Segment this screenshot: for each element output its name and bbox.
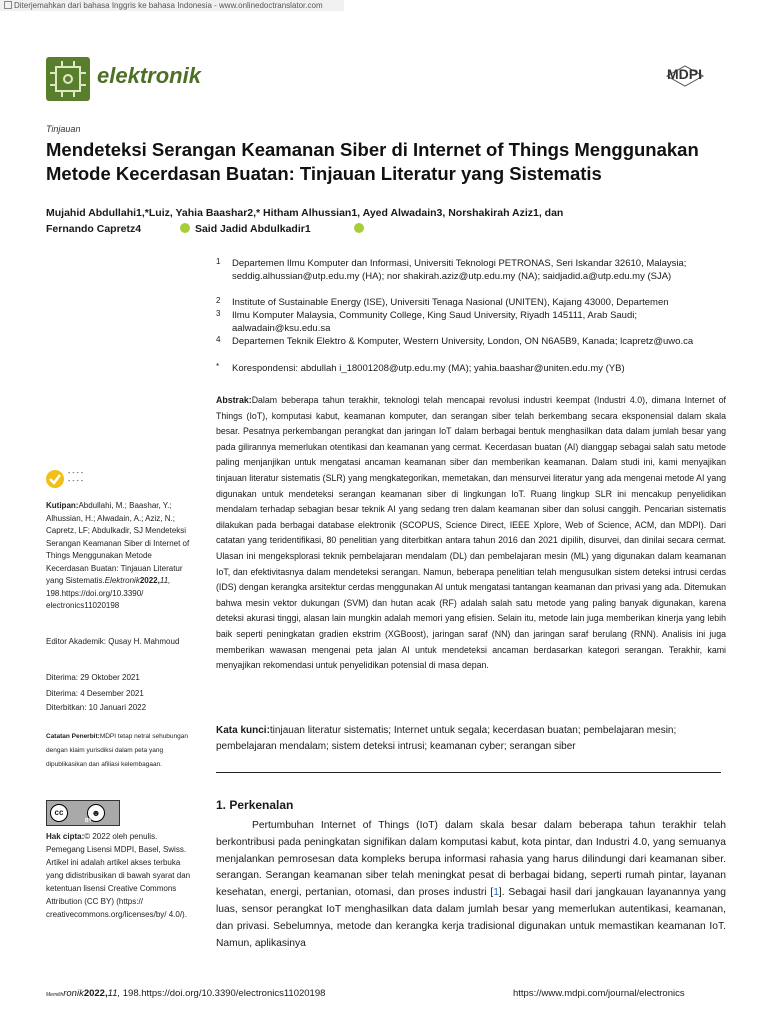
- authors-line-2: [46, 222, 736, 238]
- divider: [216, 772, 721, 773]
- intro-text-2: ]. Sebagai hasil dari jangkauan layanannya yang luas, sensor perangkat IoT menghasilkan data dalam jumlah besar yang memerlukan autentikasi, keamanan, dan privasi. Sebelumnya, metode dan kerangka kerja tradisional digunakan untuk memastikan keamanan IoT. Namun, aplikasinya: [216, 887, 726, 949]
- journal-logo: [46, 57, 90, 101]
- authors-line-1: Mujahid Abdullahi1,*Luiz, Yahia Baashar2,* Hitham Alhussian1, Ayed Alwadain3, Norshakirah Aziz1, dan: [46, 207, 564, 219]
- page-title: Mendeteksi Serangan Keamanan Siber di Internet of Things Menggunakan Metode Kecerdasan Buatan: Tinjauan Literatur yang Sistematis: [46, 139, 699, 184]
- check-for-updates-icon[interactable]: [46, 470, 64, 488]
- author-abdulkadir: Said Jadid Abdulkadir1: [194, 222, 311, 235]
- academic-editor: Editor Akademik: Qusay H. Mahmoud: [46, 637, 180, 646]
- keywords-text: tinjauan literatur sistematis; Internet untuk segala; kecerdasan buatan; pembelajaran mesin; pembelajaran mendalam; sistem deteksi intrusi; keamanan cyber; serangan siber: [216, 725, 677, 752]
- received-date: Diterima: 29 Oktober 2021: [46, 673, 140, 682]
- document-icon: [4, 1, 12, 9]
- publisher-logo: [667, 66, 702, 82]
- footer-journal-url[interactable]: https://www.mdpi.com/journal/electronics: [513, 988, 685, 999]
- cc-icon: cc: [50, 804, 68, 822]
- intro-text-1: Pertumbuhan Internet of Things (IoT) dalam skala besar dalam beberapa tahun terakhir telah berkontribusi pada peningkatan signifikan dalam komputasi kabut, kota pintar, dan Industri 4.0, yang semuanya menjalankan pemrosesan data kompleks berupa informasi rahasia yang harus dilindungi dari keamanan siber. serangan. Serangan keamanan siber telah meningkat pesat di berbagai bidang, seperti rumah pintar, layanan kesehatan, energi, pertanian, otomasi, dan proses industri [: [216, 820, 726, 899]
- section-heading: 1. Perkenalan: [216, 798, 294, 812]
- orcid-icon[interactable]: [180, 223, 190, 233]
- attribution-person-icon: ☻: [87, 804, 105, 822]
- abstract: [216, 393, 726, 674]
- affiliation-3: 3 Ilmu Komputer Malaysia, Community College, King Saud University, Riyadh 145111, Arab Saudi; aalwadain@ksu.edu.sa: [216, 309, 638, 334]
- banner-text: Diterjemahkan dari bahasa Inggris ke bahasa Indonesia - www.onlinedoctranslator.com: [14, 1, 323, 10]
- circuit-icon: [46, 57, 90, 101]
- by-label: BY: [85, 818, 92, 824]
- abstract-label: Abstrak:: [216, 395, 252, 405]
- footer-citation: Memilihronik2022,11, 198.https://doi.org/10.3390/electronics11020198: [46, 988, 326, 999]
- author-list: [46, 206, 736, 237]
- article-type: Tinjauan: [46, 124, 81, 134]
- keywords-label: Kata kunci:: [216, 725, 270, 736]
- keywords: [216, 723, 726, 755]
- affiliation-4: 4 Departemen Teknik Elektro & Komputer, Western University, London, ON N6A5B9, Kanada; lcapretz@uwo.ca: [216, 335, 694, 347]
- publisher-note: Catatan Penerbit:MDPI tetap netral sehubungan dengan klaim yurisdiksi dalam peta yang dipublikasikan dan afiliasi kelembagaan.: [46, 733, 188, 768]
- reference-link[interactable]: 1: [493, 887, 499, 899]
- abstract-text: Dalam beberapa tahun terakhir, teknologi telah mencapai revolusi industri keempat (Industri 4.0), dimana Internet of Things (IoT), komputasi kabut, keamanan komputer, dan serangan siber telah berkembang secara eksponensial dalam skala besar. Pesatnya perkembangan perangkat dan jaringan IoT dalam berbagai bentuk menghasilkan data dalam jumlah besar yang pada gilirannya memerlukan otentikasi dan keamanan yang cermat. Kecerdasan buatan (AI) dianggap sebagai salah satu metode paling menjanjikan untuk mengatasi ancaman keamanan siber dan memberikan keamanan. Dalam studi ini, kami menyajikan tinjauan literatur sistematis (SLR) yang mengkategorikan, memetakan, dan mensurvei literatur yang ada mengenai metode AI yang digunakan untuk mendeteksi serangan keamanan siber di lingkungan IoT. Ruang lingkup SLR ini mencakup penyelidikan mendalam terhadap sebagian besar teknik AI yang sedang tren dalam keamanan siber dan solusi canggih. Pencarian sistematis dilakukan pada berbagai database elektronik (SCOPUS, Science Direct, IEEE Xplore, Web of Science, ACM, dan MDPI). Dari catatan yang teridentifikasi, 80 penelitian yang diterbitkan antara tahun 2016 dan 2021 dipilih, disurvei, dan dinilai secara cermat. Ulasan ini mengeksplorasi teknik pembelajaran mendalam (DL) dan pembelajaran mesin (ML) yang digunakan dalam keamanan IoT, dan efektivitasnya dalam mendeteksi serangan. Namun, beberapa penelitian telah mengusulkan sistem deteksi intrusi cerdas (IDS) dengan kerangka arsitektur cerdas menggunakan AI untuk mengatasi tantangan keamanan dan privasi yang ada. Ditemukan bahwa mesin vektor dukungan (SVM) dan hutan acak (RF) adalah salah satu metode yang paling banyak digunakan, karena deteksi akurasi tinggi, alasan lain mungkin adalah memori yang efisien. Selain itu, metode lain juga memberikan kinerja yang lebih baik seperti peningkatan gradien ekstrim (XGBoost), jaringan saraf (NN) dan jaringan saraf berulang (RNN). Analisis ini juga memberikan wawasan mengenai peta jalan AI untuk mendeteksi ancaman berdasarkan kategori serangan. Terakhir, kami menyajikan rekomendasi untuk penyelidikan potensial di masa depan.: [216, 395, 726, 671]
- publisher-name: MDPI: [667, 66, 702, 82]
- cc-by-license-badge[interactable]: [46, 800, 120, 826]
- copyright-notice: Hak cipta:© 2022 oleh penulis. Pemegang Lisensi MDPI, Basel, Swiss. Artikel ini adalah artikel akses terbuka yang didistribusikan di bawah syarat dan ketentuan lisensi Creative Commons Attribution (CC BY) (https:// creativecommons.org/licenses/by/ 4.0/).: [46, 832, 191, 919]
- citation-block: Kutipan:Abdullahi, M.; Baashar, Y.; Alhussian, H.; Alwadain, A.; Aziz, N.; Capretz, LF; Abdulkadir, SJ Mendeteksi Serangan Keamanan Siber di Internet of Things Menggunakan Metode Kecerdasan Buatan: Tinjauan Literatur yang Sistematis.Elektronik2022,11, 198.https://doi.org/10.3390/ electronics11020198: [46, 501, 190, 610]
- check-updates-label[interactable]: - - - - - - - -: [68, 470, 84, 485]
- translation-banner[interactable]: [0, 0, 344, 11]
- correspondence: * Korespondensi: abdullah i_18001208@utp.edu.my (MA); yahia.baashar@uniten.edu.my (YB): [216, 362, 625, 374]
- affiliation-1: 1 Departemen Ilmu Komputer dan Informasi, Universiti Teknologi PETRONAS, Seri Iskandar 32610, Malaysia; seddig.alhussian@utp.edu.my (HA); nor shakirah.aziz@utp.edu.my (NA); saidjadid.a@utp.edu.my (SJA): [216, 257, 687, 282]
- intro-paragraph: [216, 818, 726, 952]
- affiliation-2: 2 Institute of Sustainable Energy (ISE), Universiti Tenaga Nasional (UNITEN), Kajang 43000, Departemen: [216, 296, 669, 308]
- accepted-date: Diterima: 4 Desember 2021: [46, 689, 144, 698]
- author-capretz: Fernando Capretz4: [46, 222, 142, 235]
- orcid-icon[interactable]: [354, 223, 364, 233]
- journal-name: elektronik: [97, 63, 201, 88]
- published-date: Diterbitkan: 10 Januari 2022: [46, 703, 147, 712]
